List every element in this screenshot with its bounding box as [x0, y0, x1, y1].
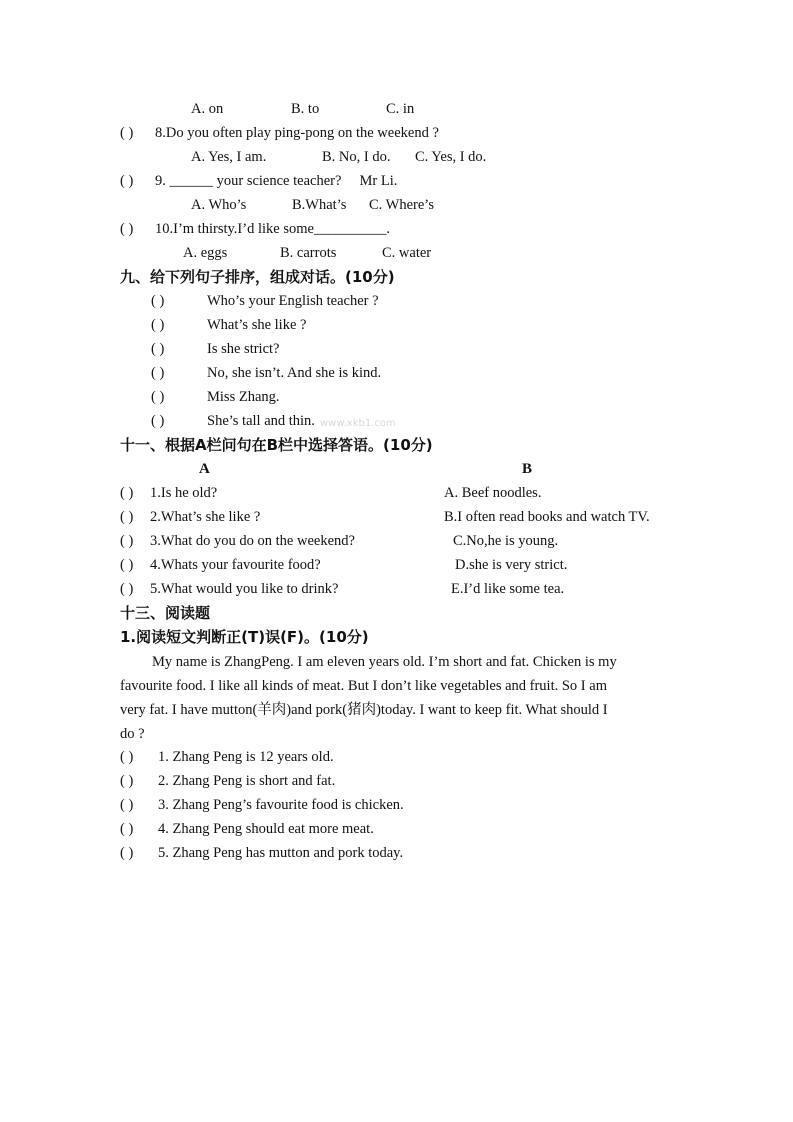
order-bracket: ( ): [151, 389, 165, 405]
section-9-title: 九、给下列句子排序，组成对话。(10分): [120, 268, 395, 286]
dialogue-line: No, she isn’t. And she is kind.: [207, 365, 382, 381]
section-11-title: 十一、根据A栏问句在B栏中选择答语。(10分): [120, 436, 433, 454]
dialogue-line: Who’s your English teacher ?: [207, 293, 379, 309]
passage-line: do ?: [120, 726, 145, 742]
question-a: 2.What’s she like ?: [150, 509, 261, 525]
dialogue-line: Is she strict?: [207, 341, 280, 357]
answer-bracket: ( ): [120, 749, 134, 765]
dialogue-line: She’s tall and thin.: [207, 413, 315, 429]
answer-bracket: ( ): [120, 173, 134, 189]
watermark: www.xkb1.com: [320, 418, 396, 429]
dialogue-line: What’s she like ?: [207, 317, 307, 333]
answer-bracket: ( ): [120, 221, 134, 237]
answer-bracket: ( ): [120, 797, 134, 813]
order-bracket: ( ): [151, 293, 165, 309]
question-stem: 10.I’m thirsty.I’d like some__________.: [155, 221, 391, 237]
q7-option-b: B. to: [291, 101, 320, 117]
q9-option-b: B.What’s: [292, 197, 347, 213]
answer-bracket: ( ): [120, 509, 134, 525]
answer-bracket: ( ): [120, 533, 134, 549]
q10-option-b: B. carrots: [280, 245, 337, 261]
answer-b: A. Beef noodles.: [444, 485, 542, 501]
answer-bracket: ( ): [120, 485, 134, 501]
answer-bracket: ( ): [120, 557, 134, 573]
question-stem: 8.Do you often play ping-pong on the weekend ?: [155, 125, 439, 141]
answer-bracket: ( ): [120, 581, 134, 597]
passage-line: favourite food. I like all kinds of meat. But I don’t like vegetables and fruit. So I am: [120, 678, 607, 694]
q8-option-c: C. Yes, I do.: [415, 149, 487, 165]
question-stem: 9. ______ your science teacher? Mr Li.: [155, 173, 398, 189]
order-bracket: ( ): [151, 365, 165, 381]
passage-line: very fat. I have mutton(羊肉)and pork(猪肉)today. I want to keep fit. What should I: [120, 702, 608, 718]
passage-line: My name is ZhangPeng. I am eleven years old. I’m short and fat. Chicken is my: [152, 654, 617, 670]
question-a: 1.Is he old?: [150, 485, 218, 501]
q10-option-c: C. water: [382, 245, 432, 261]
q8-option-a: A. Yes, I am.: [191, 149, 267, 165]
order-bracket: ( ): [151, 341, 165, 357]
section-13-title: 十三、阅读题: [120, 604, 211, 622]
column-a-header: A: [199, 461, 210, 477]
order-bracket: ( ): [151, 413, 165, 429]
statement: 3. Zhang Peng’s favourite food is chicken.: [158, 797, 404, 813]
q7-option-a: A. on: [191, 101, 224, 117]
statement: 1. Zhang Peng is 12 years old.: [158, 749, 334, 765]
answer-bracket: ( ): [120, 125, 134, 141]
statement: 4. Zhang Peng should eat more meat.: [158, 821, 374, 837]
answer-b: E.I’d like some tea.: [451, 581, 565, 597]
answer-bracket: ( ): [120, 821, 134, 837]
answer-b: C.No,he is young.: [453, 533, 559, 549]
q9-option-c: C. Where’s: [369, 197, 434, 213]
q7-option-c: C. in: [386, 101, 415, 117]
section-13-subtitle: 1.阅读短文判断正(T)误(F)。(10分): [120, 628, 369, 646]
question-a: 3.What do you do on the weekend?: [150, 533, 355, 549]
answer-bracket: ( ): [120, 773, 134, 789]
q8-option-b: B. No, I do.: [322, 149, 391, 165]
answer-b: B.I often read books and watch TV.: [444, 509, 650, 525]
order-bracket: ( ): [151, 317, 165, 333]
question-a: 5.What would you like to drink?: [150, 581, 339, 597]
column-b-header: B: [522, 461, 533, 477]
q9-option-a: A. Who’s: [191, 197, 247, 213]
answer-b: D.she is very strict.: [455, 557, 568, 573]
statement: 5. Zhang Peng has mutton and pork today.: [158, 845, 404, 861]
statement: 2. Zhang Peng is short and fat.: [158, 773, 336, 789]
q10-option-a: A. eggs: [183, 245, 228, 261]
dialogue-line: Miss Zhang.: [207, 389, 280, 405]
answer-bracket: ( ): [120, 845, 134, 861]
question-a: 4.Whats your favourite food?: [150, 557, 321, 573]
